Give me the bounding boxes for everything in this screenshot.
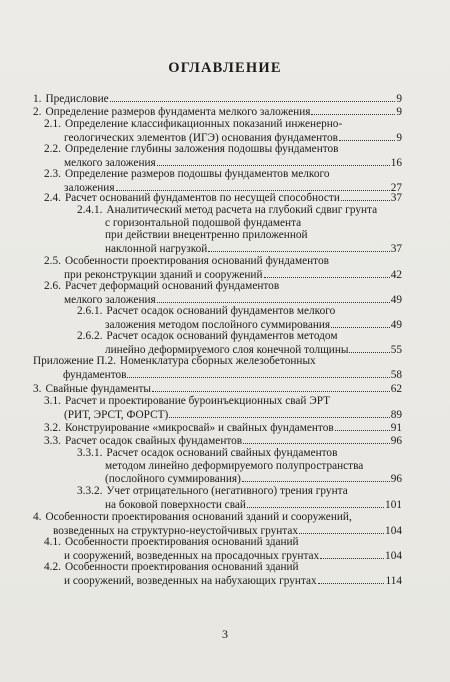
toc-entry-number: 2.4.1. <box>77 204 103 216</box>
dot-leader <box>299 524 384 534</box>
toc-page-number: 9 <box>396 131 402 144</box>
toc-entry-number: 3. <box>33 383 42 395</box>
toc-entry-title: (послойного суммирования) <box>105 473 241 486</box>
toc-entry-title: Определение глубины заложения подошвы фундаментов <box>64 143 339 155</box>
dot-leader <box>264 268 390 278</box>
dot-leader <box>341 191 390 201</box>
toc-page-number: 96 <box>390 435 402 447</box>
dot-leader <box>152 382 390 392</box>
toc-page-number: 37 <box>390 192 402 204</box>
toc-entry[interactable] <box>33 92 402 106</box>
toc-entry-number: 2.2. <box>44 143 61 155</box>
toc-entry-number: Приложение П.2. <box>33 355 116 367</box>
toc-entry-title: заложения методом послойного суммирования <box>105 318 331 331</box>
toc-page-number: 91 <box>390 422 402 434</box>
toc-entry-number: 1. <box>33 93 42 105</box>
dot-leader <box>127 368 389 378</box>
toc-entry-number: 4.2. <box>44 561 61 573</box>
toc-entry-title: Предисловие <box>45 93 109 105</box>
dot-leader <box>349 343 389 353</box>
dot-leader <box>243 434 390 444</box>
toc-entry-title: Конструирование «микросвай» и свайных фундаментов <box>64 422 334 434</box>
toc-page-number: 101 <box>385 498 402 511</box>
toc-page-number: 104 <box>385 549 402 562</box>
toc-entry-title: мелкого заложения <box>64 293 156 306</box>
toc-entry-number: 2.6.2. <box>77 330 103 342</box>
toc-entry[interactable] <box>77 305 402 331</box>
toc-page-number: 49 <box>390 318 402 331</box>
page-title: ОГЛАВЛЕНИЕ <box>168 60 282 76</box>
toc-entry-number: 2.5. <box>44 255 61 267</box>
toc-entry-title: Особенности проектирования оснований фундаментов <box>64 255 329 267</box>
dot-leader <box>110 92 396 102</box>
toc-entry[interactable] <box>77 485 402 511</box>
toc-page-number: 96 <box>390 473 402 486</box>
toc-entry[interactable] <box>77 447 402 486</box>
dot-leader <box>335 421 390 431</box>
toc-entry-title: Расчет осадок оснований фундаментов методом <box>106 330 338 342</box>
toc-entry-title: Расчет осадок оснований свайных фундаментов <box>106 447 338 459</box>
toc-entry-title: при действии внецентренно приложенной <box>105 229 308 242</box>
toc-entry[interactable] <box>44 395 402 421</box>
toc-entry-number: 2.6.1. <box>77 305 103 317</box>
toc-entry-title: и сооружений, возведенных на просадочных грунтах <box>64 549 320 562</box>
toc-entry-title: геологических элементов (ИГЭ) основания фундаментов <box>64 131 338 144</box>
toc-entry-title: линейно деформируемого слоя конечной толщины <box>105 343 349 356</box>
toc-entry-number: 3.3.2. <box>77 485 103 497</box>
toc-entry-number: 3.2. <box>44 422 61 434</box>
toc-entry-title: Особенности проектирования оснований зданий <box>64 561 299 573</box>
toc-page-number: 58 <box>390 368 402 381</box>
toc-entry[interactable] <box>33 382 402 396</box>
toc-page-number: 55 <box>390 343 402 356</box>
toc-entry-number: 2. <box>33 106 42 118</box>
toc-entry[interactable] <box>44 421 402 435</box>
toc-entry-title: Определение размеров фундамента мелкого заложения <box>45 106 311 118</box>
dot-leader <box>318 574 385 584</box>
toc-entry-title: Определение классификационных показаний инженерно- <box>64 118 343 130</box>
toc-entry-number: 2.3. <box>44 168 61 180</box>
dot-leader <box>311 105 395 115</box>
toc-entry[interactable] <box>44 536 402 562</box>
toc-entry[interactable] <box>44 561 402 587</box>
toc-entry-number: 3.3.1. <box>77 447 103 459</box>
toc-entry-title: Свайные фундаменты <box>45 383 151 395</box>
toc-entry-title: Особенности проектирования оснований зданий и сооружений, <box>45 511 352 523</box>
toc-entry[interactable] <box>33 511 402 537</box>
toc-entry-title: мелкого заложения <box>64 156 156 169</box>
toc-entry[interactable] <box>33 105 402 119</box>
dot-leader <box>157 293 390 303</box>
toc-entry[interactable] <box>44 434 402 448</box>
toc-page-number: 42 <box>390 268 402 281</box>
toc-entry[interactable] <box>44 143 402 169</box>
toc-entry-number: 3.3. <box>44 435 61 447</box>
toc-entry-number: 2.1. <box>44 118 61 130</box>
toc-entry-title: Расчет осадок оснований фундаментов мелкого <box>106 305 336 317</box>
dot-leader <box>116 181 390 191</box>
toc-entry-title: Аналитический метод расчета на глубокий сдвиг грунта <box>106 204 378 216</box>
toc-entry-title: при реконструкции зданий и сооружений <box>64 268 263 281</box>
toc-entry-title: методом линейно деформируемого полупространства <box>105 459 364 472</box>
toc-entry-title: с горизонтальной подошвой фундамента <box>105 216 302 229</box>
toc-entry-title: Расчет и проектирование буроинъекционных свай ЭРТ <box>64 395 331 407</box>
toc-page-number: 62 <box>390 383 402 395</box>
toc-entry-number: 2.6. <box>44 280 61 292</box>
toc-page-number: 37 <box>390 242 402 255</box>
dot-leader <box>247 498 384 508</box>
toc-entry-number: 4.1. <box>44 536 61 548</box>
toc-page-number: 89 <box>390 408 402 421</box>
toc-entry[interactable] <box>44 255 402 281</box>
toc-page-number: 9 <box>396 93 402 105</box>
toc-entry[interactable] <box>44 118 402 144</box>
toc-entry-title: наклонной нагрузкой <box>105 242 208 255</box>
toc-entry-title: Расчет оснований фундаментов по несущей способности <box>64 192 340 204</box>
dot-leader <box>157 156 390 166</box>
toc-entry[interactable] <box>33 355 402 381</box>
toc-entry-number: 3.1. <box>44 395 61 407</box>
toc-entry[interactable] <box>44 280 402 306</box>
toc-entry-number: 4. <box>33 511 42 523</box>
dot-leader <box>331 318 390 328</box>
dot-leader <box>242 472 390 482</box>
toc-entry-title: Определение размеров подошвы фундаментов мелкого <box>64 168 330 180</box>
toc-page-number: 49 <box>390 293 402 306</box>
toc-entry-title: Расчет осадок свайных фундаментов <box>64 435 243 447</box>
toc-entry-number: 2.4. <box>44 192 61 204</box>
toc-entry[interactable] <box>44 191 402 205</box>
toc-entry[interactable] <box>77 204 402 255</box>
toc-page-number: 16 <box>390 156 402 169</box>
toc-entry-title: заложения <box>64 181 115 194</box>
dot-leader <box>339 131 395 141</box>
dot-leader <box>208 242 389 252</box>
dot-leader <box>320 549 384 559</box>
toc-entry-title: (РИТ, ЭРСТ, ФОРСТ) <box>64 408 169 421</box>
toc-entry-title: Особенности проектирования оснований зданий <box>64 536 299 548</box>
toc-entry-title: возведенных на структурно-неустойчивых грунтах <box>53 524 299 537</box>
toc-page-number: 104 <box>385 524 402 537</box>
toc-entry-title: на боковой поверхности свай <box>105 498 246 511</box>
toc-entry-title: фундаментов <box>63 368 127 381</box>
toc-entry-title: и сооружений, возведенных на набухающих грунтах <box>64 574 317 587</box>
toc-entry-title: Номенклатура сборных железобетонных <box>119 355 316 367</box>
toc-entry-title: Учет отрицательного (негативного) трения грунта <box>106 485 348 497</box>
toc-entry[interactable] <box>77 330 402 356</box>
toc-page-number: 9 <box>396 106 402 118</box>
toc-page-number: 114 <box>385 574 402 587</box>
toc-entry-title: Расчет деформаций оснований фундаментов <box>64 280 280 292</box>
page-number: 3 <box>222 627 228 641</box>
dot-leader <box>169 408 389 418</box>
toc-page-number: 27 <box>390 181 402 194</box>
